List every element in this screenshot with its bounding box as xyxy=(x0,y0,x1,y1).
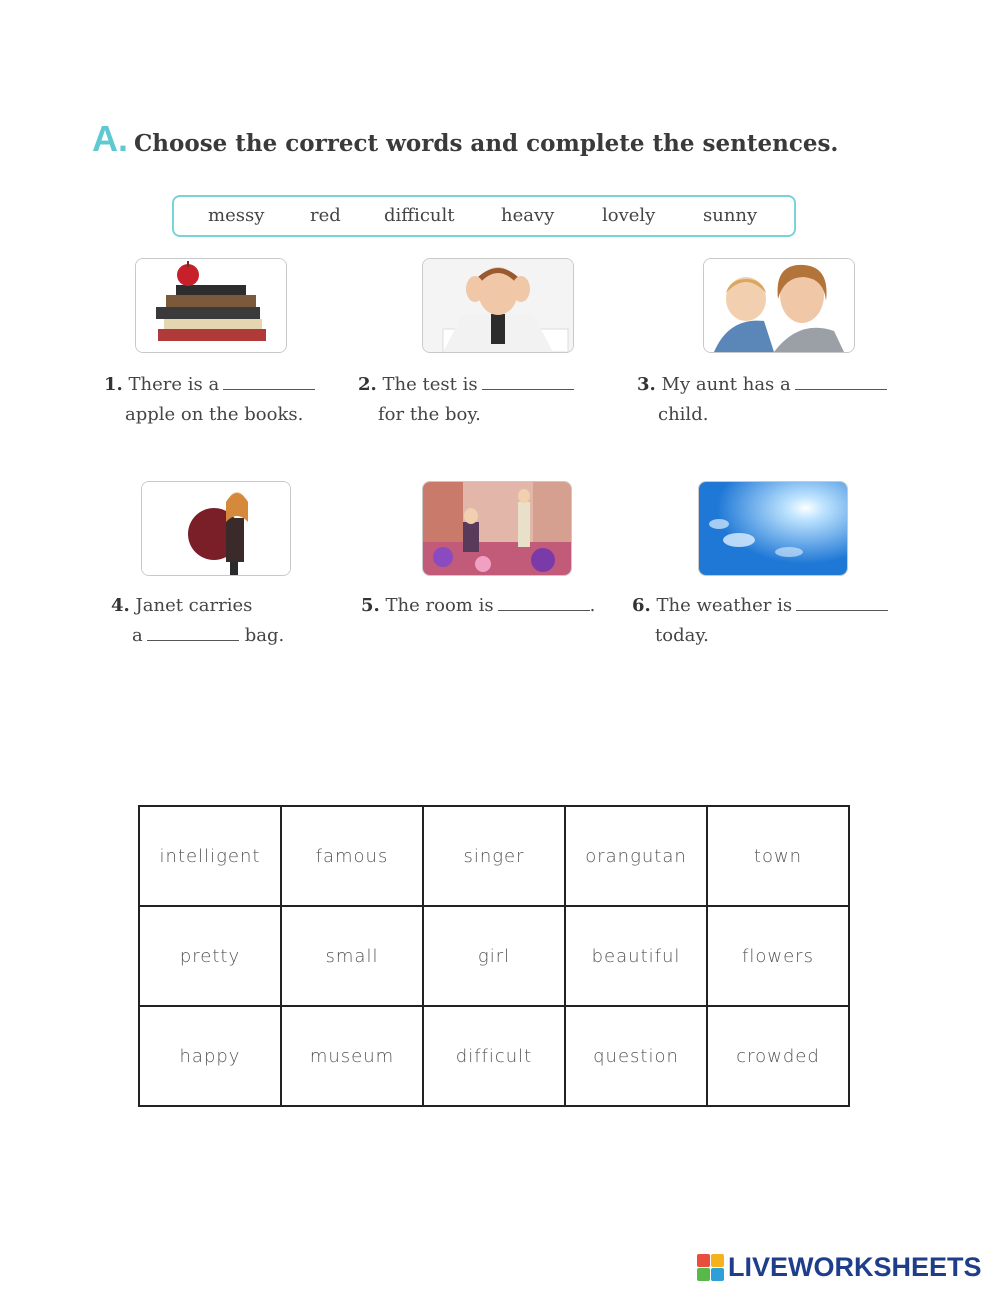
word-cell[interactable]: girl xyxy=(423,906,565,1006)
question-text: Janet carries xyxy=(135,595,253,616)
brand-logo-icon xyxy=(697,1254,724,1281)
word-cell[interactable]: pretty xyxy=(139,906,281,1006)
exercise-title: Choose the correct words and complete the sentences. xyxy=(134,130,839,157)
picture-sunny-sky xyxy=(698,481,848,576)
word-cell[interactable]: happy xyxy=(139,1006,281,1106)
word-cell[interactable]: beautiful xyxy=(565,906,707,1006)
question-text: The weather is xyxy=(656,595,793,616)
word-cell[interactable]: small xyxy=(281,906,423,1006)
question-text: today. xyxy=(655,625,709,646)
word-cell[interactable]: crowded xyxy=(707,1006,849,1106)
question-number: 1. xyxy=(104,374,123,395)
word-grid-row xyxy=(139,806,849,906)
word-bank-item: heavy xyxy=(501,205,555,226)
question-text: The test is xyxy=(382,374,478,395)
picture-messy-room xyxy=(422,481,572,576)
question-text: The room is xyxy=(385,595,494,616)
picture-woman-with-child xyxy=(703,258,855,353)
picture-boy-with-test xyxy=(422,258,574,353)
word-bank xyxy=(172,195,796,237)
picture-apple-on-books xyxy=(135,258,287,353)
brand-name: LIVEWORKSHEETS xyxy=(728,1252,982,1282)
answer-blank-1[interactable] xyxy=(223,371,315,390)
answer-blank-5[interactable] xyxy=(498,592,590,611)
answer-blank-2[interactable] xyxy=(482,371,574,390)
word-cell[interactable]: singer xyxy=(423,806,565,906)
word-cell[interactable]: intelligent xyxy=(139,806,281,906)
question-text: apple on the books. xyxy=(125,404,304,425)
question-4 xyxy=(111,591,284,651)
word-bank-item: red xyxy=(310,205,341,226)
word-cell[interactable]: question xyxy=(565,1006,707,1106)
question-text: a xyxy=(132,625,143,646)
question-5 xyxy=(361,591,595,621)
question-text: for the boy. xyxy=(378,404,481,425)
answer-blank-3[interactable] xyxy=(795,371,887,390)
question-number: 6. xyxy=(632,595,651,616)
answer-blank-6[interactable] xyxy=(796,592,888,611)
word-bank-item: messy xyxy=(208,205,265,226)
word-cell[interactable]: flowers xyxy=(707,906,849,1006)
question-6 xyxy=(632,591,888,651)
word-grid-row xyxy=(139,906,849,1006)
question-1 xyxy=(104,370,315,430)
question-text: bag. xyxy=(244,625,285,646)
word-cell[interactable]: town xyxy=(707,806,849,906)
question-number: 5. xyxy=(361,595,380,616)
question-number: 2. xyxy=(358,374,377,395)
word-bank-item: sunny xyxy=(703,205,758,226)
logo-square xyxy=(697,1268,710,1281)
picture-girl-with-backpack xyxy=(141,481,291,576)
answer-blank-4[interactable] xyxy=(147,622,239,641)
question-text: . xyxy=(589,595,596,616)
question-text: There is a xyxy=(128,374,220,395)
word-bank-item: difficult xyxy=(384,205,455,226)
word-cell[interactable]: museum xyxy=(281,1006,423,1106)
word-grid-row xyxy=(139,1006,849,1106)
word-cell[interactable]: difficult xyxy=(423,1006,565,1106)
logo-square xyxy=(711,1268,724,1281)
question-text: My aunt has a xyxy=(661,374,791,395)
logo-square xyxy=(697,1254,710,1267)
word-grid xyxy=(138,805,850,1107)
question-2 xyxy=(358,370,574,430)
brand-logo xyxy=(697,1252,982,1283)
word-cell[interactable]: orangutan xyxy=(565,806,707,906)
word-cell[interactable]: famous xyxy=(281,806,423,906)
question-number: 4. xyxy=(111,595,130,616)
question-number: 3. xyxy=(637,374,656,395)
word-bank-item: lovely xyxy=(602,205,656,226)
question-3 xyxy=(637,370,887,430)
exercise-letter: A. xyxy=(92,118,128,159)
question-text: child. xyxy=(658,404,709,425)
exercise-heading xyxy=(92,118,838,160)
logo-square xyxy=(711,1254,724,1267)
